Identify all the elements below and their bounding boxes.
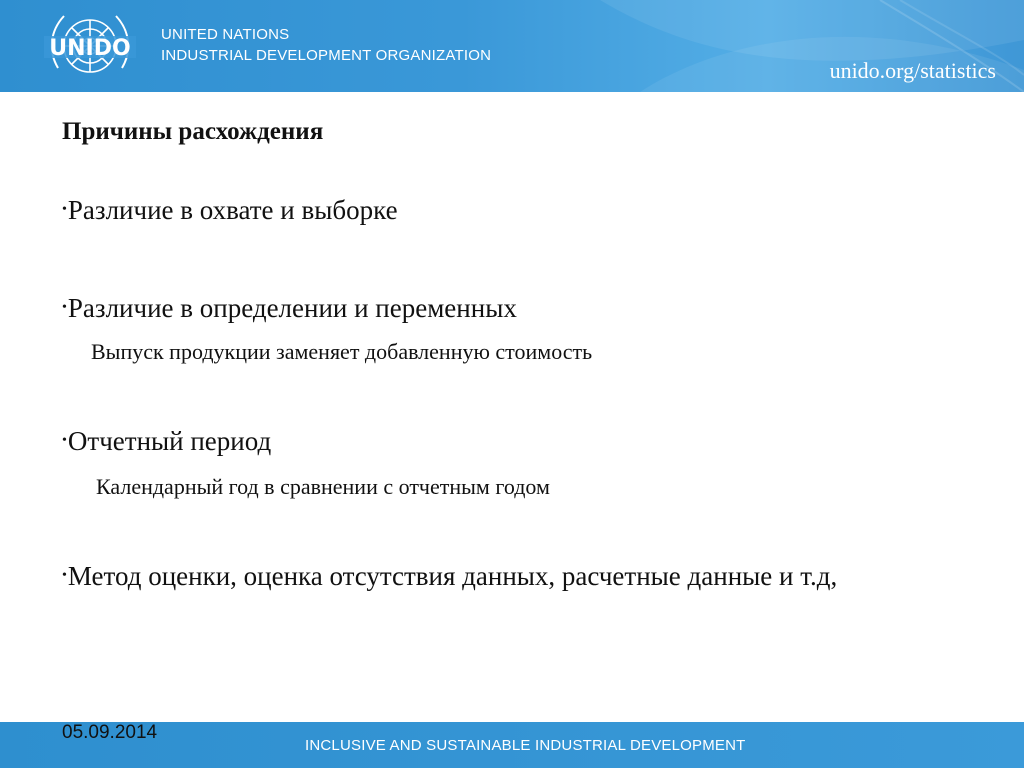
bullet-item [62,190,967,230]
bullet-item [62,288,967,328]
bullet-dot: • [62,300,67,315]
unido-logo [40,6,140,86]
site-url: unido.org/statistics [829,58,996,83]
bullet-text: Различие в определении и переменных [67,293,517,323]
bullet-text: Различие в охвате и выборке [67,195,398,225]
organization-name [161,24,491,66]
bullet-dot: • [62,202,67,217]
org-name-line-1: UNITED NATIONS [161,26,290,43]
bullet-dot: • [62,433,67,448]
sub-item: Календарный год в сравнении с отчетным годом [96,474,550,499]
bullet-dot: • [62,568,67,583]
bullet-item [62,421,967,461]
bullet-item [62,556,967,596]
slide-title: Причины расхождения [62,118,324,145]
slide-header [0,0,1024,92]
bullet-text: Метод оценки, оценка отсутствия данных, расчетные данные и т.д, [67,561,838,591]
bullet-text: Отчетный период [67,426,272,456]
logo-wordmark: UNIDO [49,36,131,61]
footer-tagline: INCLUSIVE AND SUSTAINABLE INDUSTRIAL DEVELOPMENT [305,737,746,754]
sub-item: Выпуск продукции заменяет добавленную стоимость [91,339,593,364]
slide-date: 05.09.2014 [62,722,158,743]
org-name-line-2: INDUSTRIAL DEVELOPMENT ORGANIZATION [161,47,492,64]
